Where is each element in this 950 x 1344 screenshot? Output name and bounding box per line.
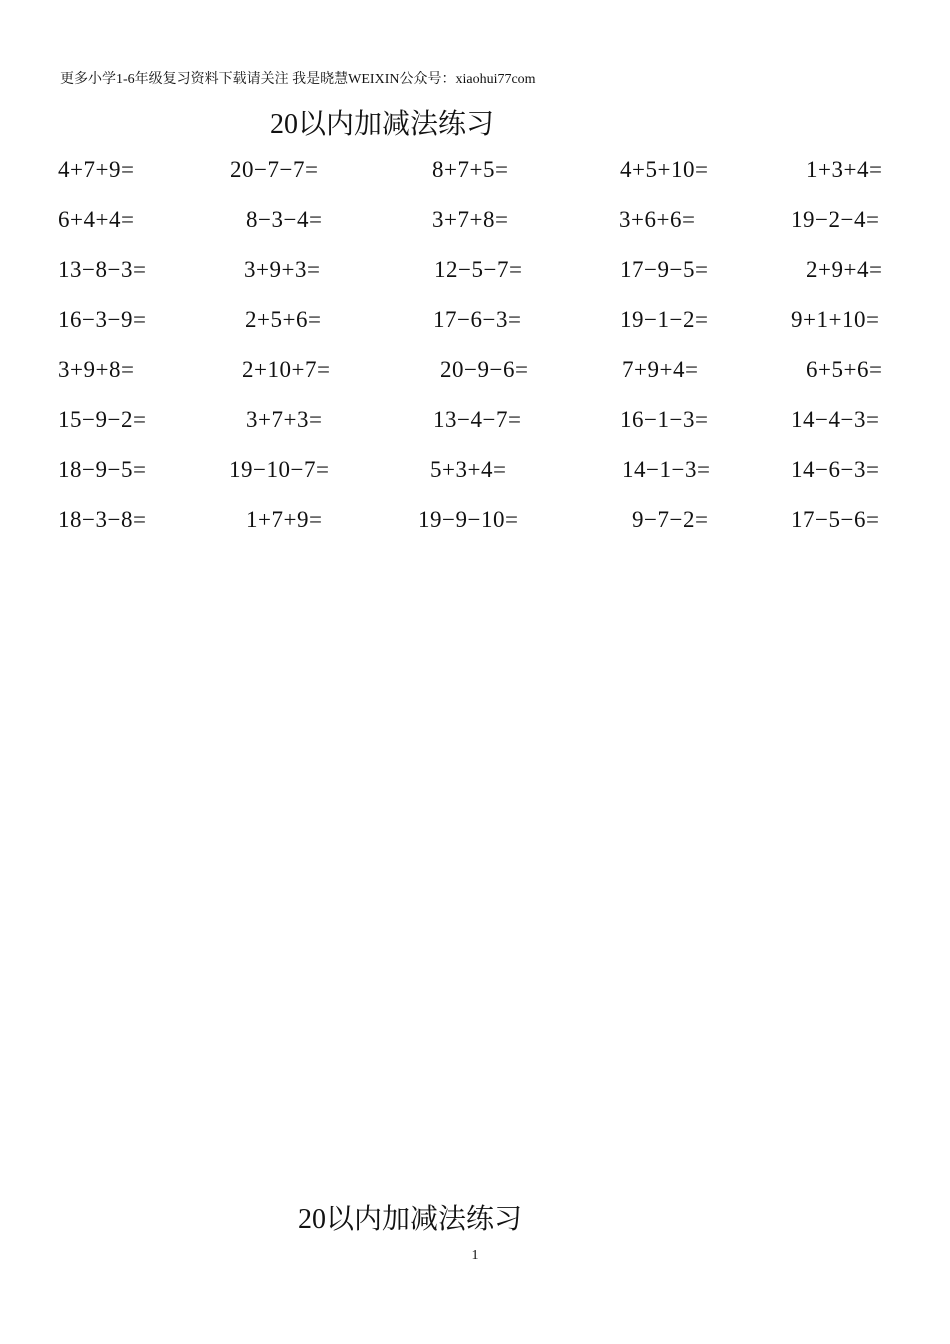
exercise-item: 2+5+6= xyxy=(245,307,322,332)
exercise-item: 19−10−7= xyxy=(229,457,330,482)
exercise-item: 1+7+9= xyxy=(246,507,323,532)
exercise-item: 14−1−3= xyxy=(622,457,711,482)
exercise-item: 3+6+6= xyxy=(619,207,696,232)
exercise-item: 20−7−7= xyxy=(230,157,319,182)
exercise-item: 17−6−3= xyxy=(433,307,522,332)
exercise-row xyxy=(0,300,950,350)
page-number: 1 xyxy=(471,1248,479,1263)
exercise-item: 8−3−4= xyxy=(246,207,323,232)
exercise-item: 3+7+3= xyxy=(246,407,323,432)
exercise-item: 8+7+5= xyxy=(432,157,509,182)
exercise-item: 16−3−9= xyxy=(58,307,147,332)
exercise-item: 14−4−3= xyxy=(791,407,880,432)
exercise-item: 13−4−7= xyxy=(433,407,522,432)
exercise-row xyxy=(0,500,950,550)
exercise-item: 6+4+4= xyxy=(58,207,135,232)
exercise-row xyxy=(0,150,950,200)
exercise-item: 15−9−2= xyxy=(58,407,147,432)
exercise-row xyxy=(0,200,950,250)
exercise-item: 2+9+4= xyxy=(806,257,883,282)
exercise-item: 19−2−4= xyxy=(791,207,880,232)
exercise-item: 12−5−7= xyxy=(434,257,523,282)
exercise-item: 13−8−3= xyxy=(58,257,147,282)
exercise-item: 2+10+7= xyxy=(242,357,331,382)
exercise-item: 18−3−8= xyxy=(58,507,147,532)
exercise-item: 19−1−2= xyxy=(620,307,709,332)
page-title: 20以内加减法练习 xyxy=(270,109,495,140)
exercise-item: 7+9+4= xyxy=(622,357,699,382)
exercise-item: 16−1−3= xyxy=(620,407,709,432)
exercise-item: 18−9−5= xyxy=(58,457,147,482)
exercise-item: 4+5+10= xyxy=(620,157,709,182)
exercise-item: 19−9−10= xyxy=(418,507,519,532)
exercise-row xyxy=(0,450,950,500)
exercise-item: 6+5+6= xyxy=(806,357,883,382)
exercise-item: 20−9−6= xyxy=(440,357,529,382)
exercise-item: 14−6−3= xyxy=(791,457,880,482)
exercise-row xyxy=(0,250,950,300)
exercise-row xyxy=(0,350,950,400)
exercise-grid xyxy=(0,150,950,550)
exercise-item: 3+9+8= xyxy=(58,357,135,382)
exercise-item: 1+3+4= xyxy=(806,157,883,182)
exercise-item: 5+3+4= xyxy=(430,457,507,482)
exercise-item: 4+7+9= xyxy=(58,157,135,182)
page-title-repeat: 20以内加减法练习 xyxy=(298,1204,523,1235)
exercise-item: 17−9−5= xyxy=(620,257,709,282)
exercise-row xyxy=(0,400,950,450)
exercise-item: 9−7−2= xyxy=(632,507,709,532)
header-note: 更多小学1-6年级复习资料下载请关注 我是晓慧WEIXIN公众号：xiaohui77com xyxy=(60,72,536,87)
exercise-item: 3+7+8= xyxy=(432,207,509,232)
exercise-item: 3+9+3= xyxy=(244,257,321,282)
exercise-item: 9+1+10= xyxy=(791,307,880,332)
exercise-item: 17−5−6= xyxy=(791,507,880,532)
